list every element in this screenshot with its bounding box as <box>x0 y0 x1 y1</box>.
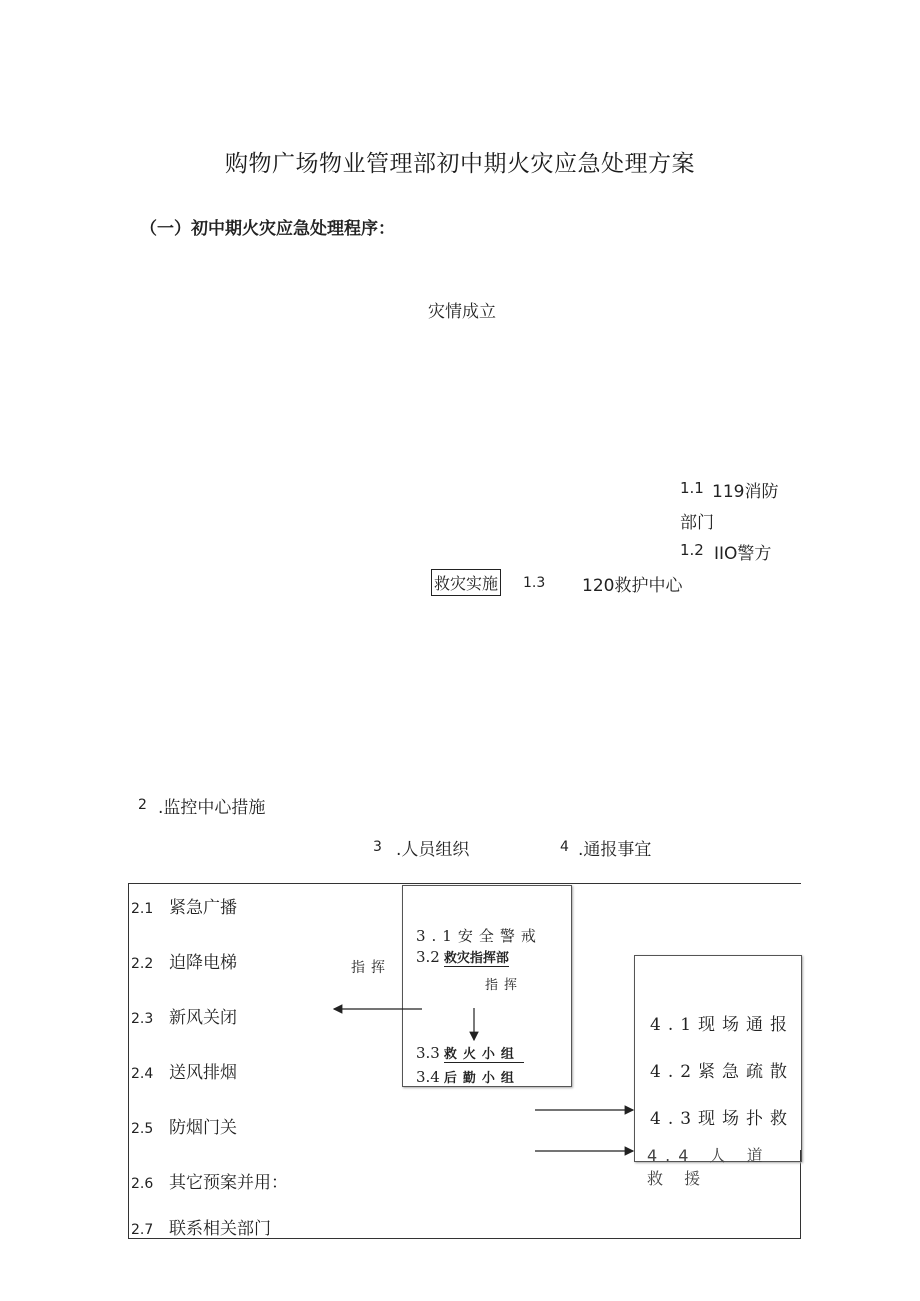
rescue-box: 救灾实施 <box>431 569 501 596</box>
monitor-item: 2.3 新风关闭 <box>131 1008 237 1028</box>
notify-heading: .通报事宜 <box>578 840 652 860</box>
personnel-item-3-1: 3.1安全警戒 <box>416 927 542 945</box>
notify-item-4-1: 4.1现场通报 <box>650 1015 795 1035</box>
monitor-num: 2 <box>138 797 147 813</box>
item-1-2-text: IIO警方 <box>714 544 772 564</box>
item-1-3-num: 1.3 <box>523 575 546 591</box>
monitor-item: 2.4 送风排烟 <box>131 1063 237 1083</box>
monitor-item: 2.6 其它预案并用： <box>131 1173 288 1193</box>
section-heading: （一）初中期火灾应急处理程序： <box>140 219 395 239</box>
personnel-item-3-4: 3.4 后勤小组 <box>416 1068 520 1086</box>
item-1-1-cont: 部门 <box>680 513 714 533</box>
personnel-heading: .人员组织 <box>396 840 470 860</box>
notify-cutoff-row: 4.4 人 道 救 援 <box>647 1146 771 1188</box>
personnel-item-3-3: 3.3 救火小组 <box>416 1043 524 1062</box>
personnel-item-3-2: 3.2 救灾指挥部 <box>416 948 509 966</box>
monitor-item: 2.2 迫降电梯 <box>131 953 237 973</box>
personnel-sub-command: 指挥 <box>485 978 524 993</box>
item-1-3-text: 120救护中心 <box>582 576 683 596</box>
item-1-1-num: 1.1 <box>680 479 704 497</box>
command-label: 指挥 <box>351 960 391 976</box>
monitor-item: 2.7 联系相关部门 <box>131 1219 271 1239</box>
item-1-1-text: 119消防 <box>712 482 779 502</box>
notify-item-4-3: 4.3现场扑救 <box>650 1109 795 1129</box>
monitor-heading: .监控中心措施 <box>158 798 266 818</box>
monitor-item: 2.1 紧急广播 <box>131 898 237 918</box>
personnel-num: 3 <box>373 839 382 855</box>
monitor-item: 2.5 防烟门关 <box>131 1118 237 1138</box>
item-1-2-num: 1.2 <box>680 541 704 559</box>
page-title: 购物广场物业管理部初中期火灾应急处理方案 <box>225 151 695 177</box>
notify-num: 4 <box>560 839 569 855</box>
flow-start: 灾情成立 <box>428 302 496 322</box>
notify-item-4-2: 4.2紧急疏散 <box>650 1062 795 1082</box>
